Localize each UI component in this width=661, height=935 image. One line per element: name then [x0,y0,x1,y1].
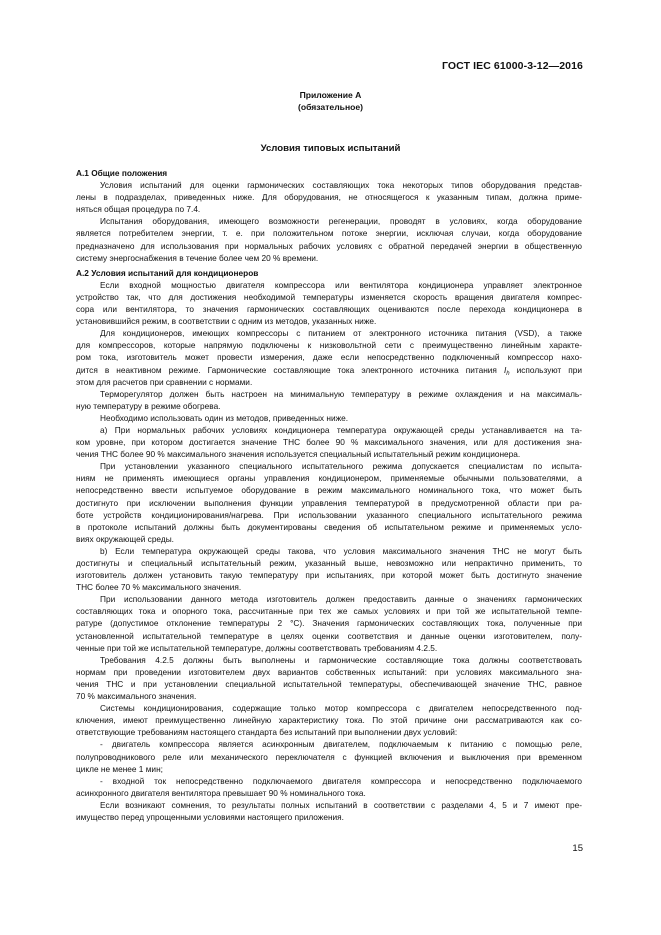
paragraph-line: - двигатель компрессора является асинхронным двигателем, подключаемым к питанию с помощью реле, [100,739,582,750]
paragraph-line: непосредственно ввести испытуемое оборудование в режим максимального номинального тока, что может быть [76,485,582,496]
paragraph [76,327,582,387]
section-heading: А.1 Общие положения [76,168,168,178]
paragraph [76,424,582,460]
paragraph-line: чения THC и при установлении специальной испытательной температуры, обеспечивающей значение THC, равное [76,678,582,689]
paragraph-line: виях окружающей среды. [76,533,174,544]
paragraph-line: составляющих тока и опорного тока, рассчитанные при тех же самых условиях и при той же испытательной темпе- [76,606,582,617]
paragraph-line: ченные при той же испытательной температуре, должны соответствовать требованиям 4.2.5. [76,642,438,653]
paragraph-line: достигнуто при исключении выполнения функции управления температурой в предусмотренной области при ра- [76,497,582,508]
paragraph-line: а) При нормальных рабочих условиях кондиционера температура окружающей среды устанавливается на та- [100,424,582,435]
paragraph-line: установившийся режим, в соответствии с одним из методов, указанных ниже. [76,316,377,327]
paragraph-line: - входной ток непосредственно подключаемого двигателя компрессора и непосредственно подключаемого [100,775,582,786]
paragraph-line: няться общая процедура по 7.4. [76,204,201,215]
paragraph-line: изготовитель должен установить такую температуру при испытаниях, при которой может быть достигнуто значение [76,570,582,581]
annex-title: Приложение А [299,90,362,100]
paragraph-line: систему энергоснабжения в течение более чем 20 % времени. [76,252,319,263]
paragraph-line: достигнуты и специальный испытательный режим, указанный выше, невозможно или непрактично применить, то [76,558,582,568]
paragraph [76,775,582,799]
paragraph-line: в протоколе испытаний должны быть документированы сведения об испытательном режиме и применяемых усло- [76,521,582,532]
paragraph [76,215,582,263]
paragraph-line: ром тока, изготовитель может провести измерения, даже если непосредственно подключенный компрессор нахо- [76,352,582,363]
paragraph-line: ответствующие требованиям настоящего стандарта без испытаний при выполнении двух условий: [76,727,458,738]
paragraph [76,799,582,823]
paragraph-line: Если возникают сомнения, то результаты полных испытаний в соответствии с разделами 4, 5 и 7 имеют пре- [100,799,582,810]
section-heading: А.2 Условия испытаний для кондиционеров [76,267,259,278]
paragraph [76,179,582,215]
paragraph-line: При использовании данного метода изготовитель должен предоставить данные о значениях гармонических [100,594,582,605]
paragraph-line: ниям не применять имеющиеся органы управления кондиционером, применяемые обычными пользователями, а [76,473,582,484]
paragraph [76,545,582,593]
paragraph [76,702,582,738]
paragraph-line: ком уровне, при котором достигается значение THC более 90 % максимального значения, или для достижения зна- [76,437,582,448]
paragraph [76,593,582,653]
paragraph [76,412,582,424]
paragraph [76,279,582,327]
paragraph-line: ную температуру в режиме обогрева. [76,400,221,411]
paragraph-line: этом для расчетов при сравнении с нормами. [76,376,253,387]
paragraph-line: предназначено для использования при нормальных рабочих условиях с обратной передачей энергии в общественную [76,240,582,251]
paragraph-line: Терморегулятор должен быть настроен на минимальную температуру в режиме охлаждения и на максималь- [100,388,582,399]
paragraph-line: цикле не менее 1 мин; [76,763,163,774]
paragraph-line: чения THC более 90 % максимального значения используется специальный испытательный режим кондиционера. [76,449,521,460]
paragraph-line: Условия испытаний для оценки гармонических составляющих тока некоторых типов оборудования представ- [100,180,582,191]
paragraph-line: При установлении указанного специального испытательного режима допускается специалистам по испыта- [100,461,582,472]
paragraph-line: ключения, имеют преимущественно линейную характеристику тока. По этой причине они рассматриваются как со- [76,715,582,726]
paragraph-line: ратуре (допустимое отклонение температуры 2 °C). Значения гармонических составляющих тока, полученные при [76,618,582,629]
paragraph-line: Испытания оборудования, имеющего возможности регенерации, проводят в условиях, когда оборудование [100,216,582,227]
paragraph-line: Если входной мощностью двигателя компрессора или вентилятора кондиционера управляет электронное [100,279,582,290]
paragraph-line: b) Если температура окружающей среды такова, что условия максимального значения THC не могут быть [100,545,582,556]
page-number: 15 [572,843,583,854]
annex-heading [0,90,661,113]
paragraph-line: Системы кондиционирования, содержащие только мотор компрессора с двигателем непосредственного под- [100,703,582,714]
paragraph-line: установленной испытательной температуре в целях оценки соответствия и данные оценки изготовителем, полу- [76,630,582,641]
paragraph-line: Для кондиционеров, имеющих компрессоры с питанием от электронного источника питания (VSD), а также [100,328,582,339]
paragraph-line: 70 % максимального значения. [76,691,197,702]
paragraph-line: боте устройств кондиционирования/нагрева. При использовании указанного специального испытательного режима [76,509,582,520]
paragraph [76,654,582,702]
paragraph-line: полупроводникового реле или механического переключателя с функцией включения и выключения при временном [76,751,582,762]
paragraph-line: дится в неактивном режиме. Гармонические составляющие тока электронного источника питания $I_h$ используют при [76,364,582,377]
paragraph-line: Требования 4.2.5 должны быть выполнены и гармонические составляющие тока должны соответствовать [100,654,582,665]
paragraph-line: Необходимо использовать один из методов, приведенных ниже. [100,412,349,423]
paragraph-line: сора или вентилятора, то значения гармонических составляющих оцениваются после перехода кондиционера в [76,304,582,315]
paragraph-line: для компрессоров, которые напрямую подключены к низковольтной сети с преимущественно линейным характе- [76,340,582,351]
annex-subtitle: (обязательное) [297,101,364,112]
paragraph [76,460,582,545]
paragraph-line: асинхронного двигателя вентилятора превышает 90 % номинального тока. [76,787,366,798]
paragraph [76,738,582,774]
paragraph-line: нормам при проведении изготовителем двух вариантов собственных испытаний: при условиях максимального зна- [76,666,582,677]
standard-code: ГОСТ IEC 61000-3-12—2016 [441,60,583,72]
paragraph-line: является потребителем энергии, т. е. при положительном потоке энергии, исключая случаи, когда оборудование [76,228,582,239]
document-body [76,167,582,823]
paragraph [76,388,582,412]
paragraph-line: лены в подразделах, приведенных ниже. Для оборудования, не относящегося к указанным типам, должна приме- [76,192,582,203]
paragraph-line: устройство так, что для достижения необходимой температуры изменяется скорость вращения двигателя компрес- [76,291,582,302]
paragraph-line: THC более 70 % максимального значения. [76,582,242,593]
annex-main-title: Условия типовых испытаний [260,143,401,154]
paragraph-line: имущество перед упрощенными условиями настоящего приложения. [76,811,344,822]
